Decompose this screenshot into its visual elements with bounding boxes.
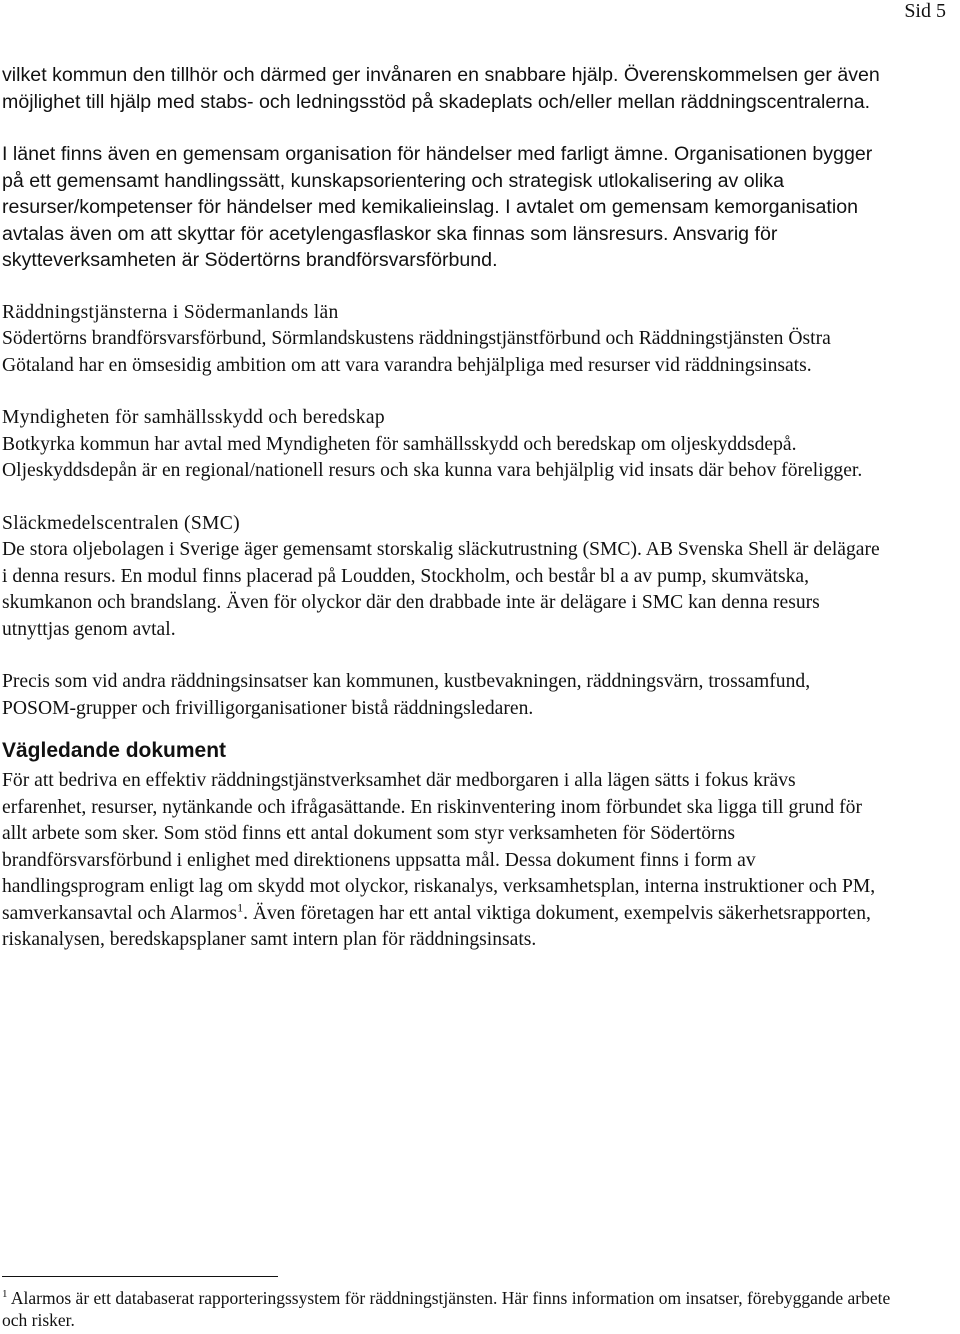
paragraph-msb: Botkyrka kommun har avtal med Myndigheten för samhällsskydd och beredskap om oljeskyddsdepå. Oljeskyddsdepån är en regional/nationell resurs och ska kunna vara behjälplig vid insats där behov föreligger.	[2, 433, 863, 481]
subheading-smc: Släckmedelscentralen (SMC)	[2, 512, 240, 534]
paragraph-other-resources: Precis som vid andra räddningsinsatser kan kommunen, kustbevakningen, räddningsvärn, trossamfund, POSOM-grupper och frivilligorganisationer bistå räddningsledaren.	[2, 671, 811, 719]
paragraph-mutual-aid: vilket kommun den tillhör och därmed ger invånaren en snabbare hjälp. Överenskommelsen ger även möjlighet till hjälp med stabs- och ledningsstöd på skadeplats och/eller mellan räddningscentralerna.	[2, 64, 880, 113]
page-content	[2, 62, 882, 954]
footnote-separator	[2, 1276, 278, 1277]
footnote	[2, 1287, 902, 1331]
subheading-sodermanland: Räddningstjänsterna i Södermanlands län	[2, 301, 339, 323]
subheading-msb: Myndigheten för samhällsskydd och beredskap	[2, 407, 385, 428]
footnote-text: Alarmos är ett databaserat rapporteringssystem för räddningstjänsten. Här finns information om insatser, förebyggande arbete och risker.	[2, 1288, 891, 1330]
page-number: Sid 5	[904, 0, 946, 22]
footnote-reference: 1	[237, 899, 244, 914]
vagledande-text-after-note: . Även företagen har ett antal viktiga dokument, exempelvis säkerhetsrapporten, riskanalysen, beredskapsplaner samt intern plan för räddningsinsats.	[2, 902, 871, 950]
vagledande-text-before-note: För att bedriva en effektiv räddningstjänstverksamhet där medborgaren i alla lägen sätts i fokus krävs erfarenhet, resurser, nytänkande och ifrågasättande. En riskinventering inom förbundet ska ligga till grund för allt arbete som sker. Som stöd finns ett antal dokument som styr verksamheten för Södertörns brandförsvarsförbund i enlighet med direktionens uppsatta mål. Dessa dokument finns i form av handlingsprogram enligt lag om skydd mot olyckor, riskanalys, verksamhetsplan, interna instruktioner och PM, samverkansavtal och Alarmos	[2, 770, 876, 924]
paragraph-smc: De stora oljebolagen i Sverige äger gemensamt storskalig släckutrustning (SMC). AB Svenska Shell är delägare i denna resurs. En modul finns placerad på Loudden, Stockholm, och består bl a av pump, skumvätska, skumkanon och brandslang. Även för olyckor där den drabbade inte är delägare i SMC kan denna resurs utnyttjas genom avtal.	[2, 539, 880, 640]
heading-vagledande-dokument: Vägledande dokument	[2, 739, 227, 762]
section-smc	[2, 511, 882, 644]
section-sodermanland	[2, 300, 882, 380]
section-msb	[2, 405, 882, 485]
paragraph-hazardous-materials: I länet finns även en gemensam organisation för händelser med farligt ämne. Organisationen bygger på ett gemensamt handlingssätt, kunskapsorientering och strategisk utlokalisering av olika resurser/kompetenser för händelser med kemikalieinslag. I avtalet om gemensam kemorganisation avtalas även om att skyttar för acetylengasflaskor ska finnas som länsresurs. Ansvarig för skytteverksamheten är Södertörns brandförsvarsförbund.	[2, 143, 873, 271]
paragraph-sodermanland: Södertörns brandförsvarsförbund, Sörmlandskustens räddningstjänstförbund och Räddningstjänsten Östra Götaland har en ömsesidig ambition om att vara varandra behjälpliga med resurser vid räddningsinsats.	[2, 328, 831, 376]
footnote-marker: 1	[2, 1288, 8, 1301]
paragraph-vagledande	[2, 768, 882, 954]
